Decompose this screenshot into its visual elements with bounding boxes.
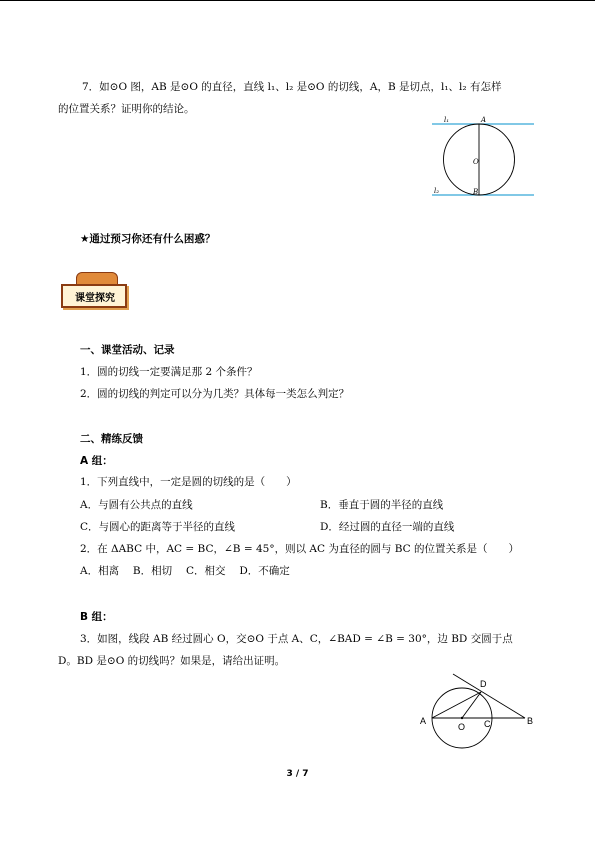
label-d: D (480, 679, 487, 689)
q7-line2: 的位置关系？证明你的结论。 (58, 103, 195, 115)
section2-title: 二、精练反馈 (80, 433, 143, 445)
banner-label: 课堂探究 (75, 293, 115, 304)
center-point (461, 717, 463, 719)
q1-option-a: A．与圆有公共点的直线 (80, 499, 193, 511)
label-o: O (473, 158, 479, 166)
class-explore-banner (58, 270, 132, 310)
section1-item-1: 1．圆的切线一定要满足那 2 个条件？ (80, 366, 258, 378)
group-a-label: A 组： (80, 455, 113, 467)
label-a: A (481, 116, 487, 124)
tangent-bd-figure (415, 672, 545, 750)
q1-option-c: C．与圆心的距离等于半径的直线 (80, 521, 236, 533)
q2-options: A．相离 B．相切 C．相交 D．不确定 (80, 565, 290, 577)
label-l1: l₁ (444, 116, 450, 124)
label-o: O (458, 722, 466, 732)
page-number: 3 / 7 (286, 769, 309, 779)
q1-option-b: B．垂直于圆的半径的直线 (320, 499, 444, 511)
q3-line2: D。BD 是⊙O 的切线吗？如果是，请给出证明。 (58, 655, 286, 667)
section1-item-2: 2．圆的切线的判定可以分为几类？具体每一类怎么判定？ (80, 388, 350, 400)
q1-option-d: D．经过圆的直径一端的直线 (320, 521, 455, 533)
tangent-lines-figure (430, 115, 536, 200)
label-c: C (484, 719, 491, 729)
group-b-label: B 组： (80, 611, 113, 623)
header-rule (0, 0, 595, 1)
label-l2: l₂ (434, 187, 440, 195)
radius-od (462, 692, 481, 718)
label-b: B (473, 188, 479, 196)
section1-title: 一、课堂活动、记录 (80, 344, 175, 356)
q1-stem: 1．下列直线中，一定是圆的切线的是（ ） (80, 476, 297, 488)
line-ad (432, 692, 481, 718)
q7-line1: 7．如⊙O 图，AB 是⊙O 的直径，直线 l₁、l₂ 是⊙O 的切线，A，B 是切点，l₁、l₂ 有怎样 (82, 81, 502, 93)
q2-stem: 2．在 ΔABC 中，AC = BC，∠B = 45°，则以 AC 为直径的圆与 BC 的位置关系是（ ） (80, 543, 520, 555)
label-a: A (420, 716, 427, 726)
preview-question: ★通过预习你还有什么困惑？ (80, 233, 216, 245)
label-b: B (527, 716, 534, 726)
line-bd (453, 674, 525, 718)
q3-line1: 3．如图，线段 AB 经过圆心 O，交⊙O 于点 A、C，∠BAD = ∠B = 30°，边 BD 交圆于点 (80, 633, 513, 645)
